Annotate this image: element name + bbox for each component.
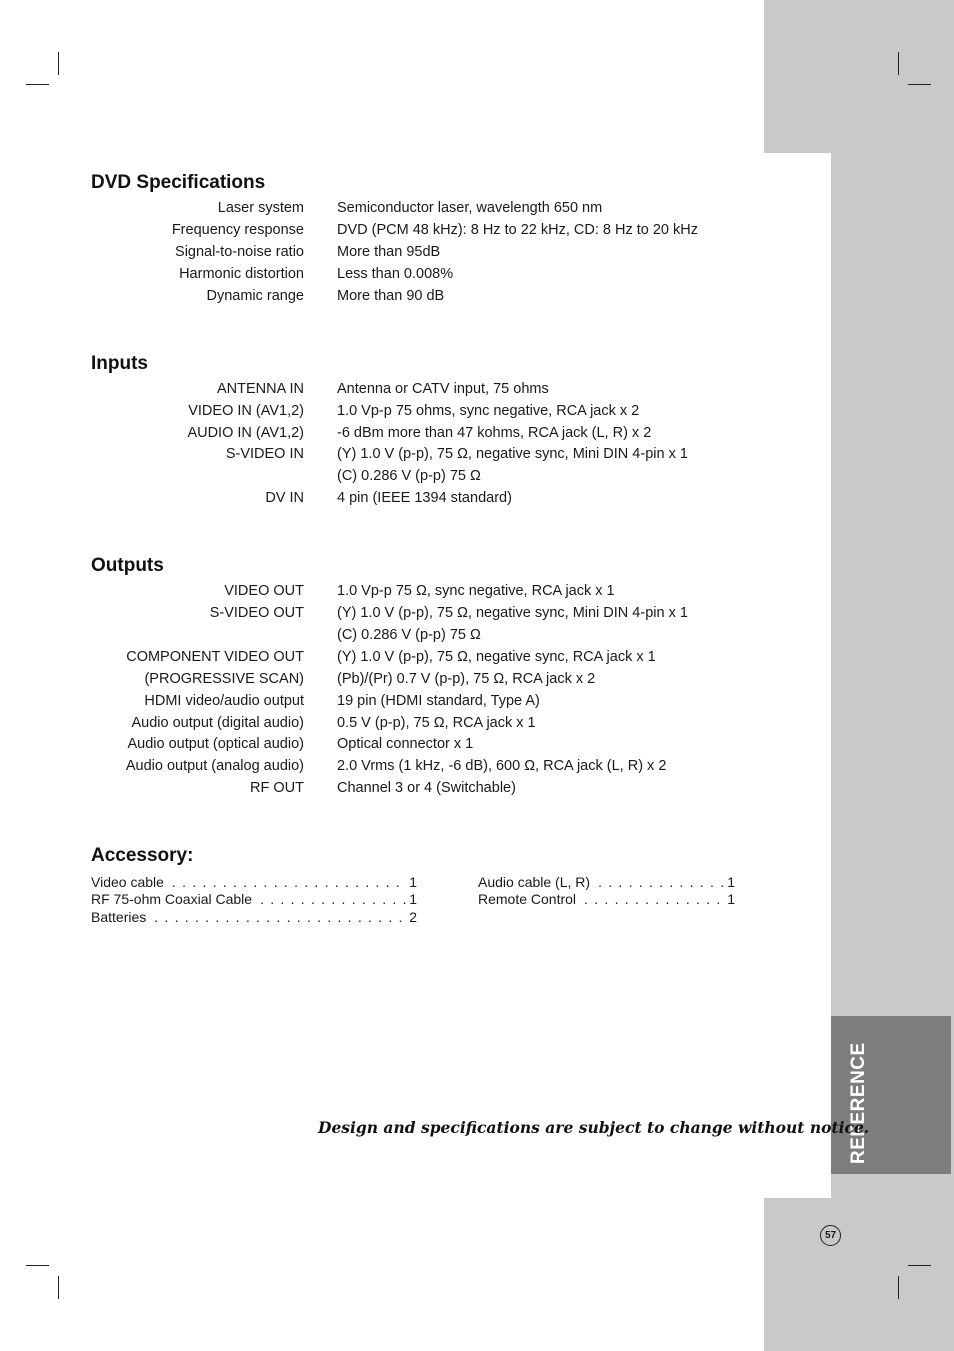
spec-value: Less than 0.008%: [337, 266, 454, 282]
spec-value: 4 pin (IEEE 1394 standard): [337, 490, 512, 506]
crop-mark: [898, 1276, 899, 1299]
spec-label: S-VIDEO OUT: [209, 605, 304, 621]
spec-label: RF OUT: [250, 780, 304, 796]
dot-leader: [260, 891, 407, 907]
spec-row: [0, 468, 760, 488]
spec-label: COMPONENT VIDEO OUT: [126, 649, 304, 665]
crop-mark: [898, 52, 899, 75]
crop-mark: [908, 1265, 931, 1266]
spec-row: [0, 627, 760, 647]
spec-row: [0, 381, 760, 401]
spec-label: AUDIO IN (AV1,2): [187, 425, 304, 441]
spec-value: (Pb)/(Pr) 0.7 V (p-p), 75 Ω, RCA jack x 2: [337, 671, 596, 687]
crop-mark: [26, 1265, 49, 1266]
spec-value: (Y) 1.0 V (p-p), 75 Ω, negative sync, Mini DIN 4-pin x 1: [337, 605, 688, 621]
spec-value: (Y) 1.0 V (p-p), 75 Ω, negative sync, Mini DIN 4-pin x 1: [337, 446, 688, 462]
specification-notice: Design and specifications are subject to change without notice.: [318, 1118, 870, 1137]
accessory-qty: 1: [409, 874, 417, 890]
spec-value: -6 dBm more than 47 kohms, RCA jack (L, R) x 2: [337, 425, 652, 441]
spec-value: DVD (PCM 48 kHz): 8 Hz to 22 kHz, CD: 8 Hz to 20 kHz: [337, 222, 698, 238]
spec-value: 1.0 Vp-p 75 ohms, sync negative, RCA jack x 2: [337, 403, 640, 419]
spec-value: Semiconductor laser, wavelength 650 nm: [337, 200, 603, 216]
accessory-item: [478, 891, 735, 907]
accessory-item: [91, 891, 417, 907]
spec-row: [0, 693, 760, 713]
sidebar-band-top: [764, 0, 954, 153]
spec-value: Antenna or CATV input, 75 ohms: [337, 381, 549, 397]
dvd-specifications-heading: DVD Specifications: [91, 172, 266, 193]
sidebar-band-bottom: [764, 1198, 954, 1351]
accessory-name: Audio cable (L, R): [478, 874, 591, 890]
spec-row: [0, 583, 760, 603]
accessory-qty: 2: [409, 909, 417, 925]
accessory-item: [91, 874, 417, 890]
spec-label: DV IN: [265, 490, 304, 506]
spec-row: [0, 266, 760, 286]
spec-label: Audio output (optical audio): [127, 736, 304, 752]
accessory-heading: Accessory:: [91, 845, 194, 866]
spec-value: (Y) 1.0 V (p-p), 75 Ω, negative sync, RCA jack x 1: [337, 649, 656, 665]
spec-label: Laser system: [217, 200, 304, 216]
spec-row: [0, 244, 760, 264]
dot-leader: [598, 874, 725, 890]
accessory-name: Batteries: [91, 909, 147, 925]
spec-row: [0, 736, 760, 756]
reference-tab-label: REFERENCE: [848, 1042, 869, 1164]
spec-label: ANTENNA IN: [216, 381, 304, 397]
spec-label: VIDEO OUT: [224, 583, 304, 599]
spec-row: [0, 446, 760, 466]
dot-leader: [154, 909, 407, 925]
spec-value: Channel 3 or 4 (Switchable): [337, 780, 516, 796]
spec-row: [0, 649, 760, 669]
spec-value: More than 95dB: [337, 244, 441, 260]
accessory-name: Video cable: [91, 874, 164, 890]
inputs-heading: Inputs: [91, 353, 148, 374]
spec-label: Audio output (digital audio): [131, 715, 304, 731]
crop-mark: [26, 84, 49, 85]
spec-label: Harmonic distortion: [179, 266, 304, 282]
spec-label: S-VIDEO IN: [225, 446, 304, 462]
spec-row: [0, 288, 760, 308]
spec-value: More than 90 dB: [337, 288, 445, 304]
accessory-qty: 1: [727, 874, 735, 890]
spec-row: [0, 780, 760, 800]
accessory-item: [91, 909, 417, 925]
spec-row: [0, 490, 760, 510]
spec-value: 2.0 Vrms (1 kHz, -6 dB), 600 Ω, RCA jack (L, R) x 2: [337, 758, 667, 774]
spec-label: VIDEO IN (AV1,2): [188, 403, 304, 419]
spec-value: 19 pin (HDMI standard, Type A): [337, 693, 540, 709]
spec-label: HDMI video/audio output: [144, 693, 304, 709]
page-number: 57: [820, 1225, 841, 1246]
accessory-item: [478, 874, 735, 890]
accessory-name: RF 75-ohm Coaxial Cable: [91, 891, 253, 907]
spec-label: Audio output (analog audio): [125, 758, 304, 774]
outputs-heading: Outputs: [91, 555, 164, 576]
accessory-qty: 1: [727, 891, 735, 907]
dot-leader: [584, 891, 725, 907]
spec-value: 0.5 V (p-p), 75 Ω, RCA jack x 1: [337, 715, 536, 731]
accessory-name: Remote Control: [478, 891, 577, 907]
accessory-qty: 1: [409, 891, 417, 907]
spec-row: [0, 671, 760, 691]
spec-row: [0, 222, 760, 242]
crop-mark: [58, 1276, 59, 1299]
spec-label: Dynamic range: [206, 288, 304, 304]
spec-value: Optical connector x 1: [337, 736, 474, 752]
spec-row: [0, 403, 760, 423]
crop-mark: [58, 52, 59, 75]
dot-leader: [172, 874, 407, 890]
spec-label: Signal-to-noise ratio: [175, 244, 304, 260]
spec-row: [0, 425, 760, 445]
spec-label: (PROGRESSIVE SCAN): [144, 671, 304, 687]
spec-value: (C) 0.286 V (p-p) 75 Ω: [337, 468, 481, 484]
spec-value: (C) 0.286 V (p-p) 75 Ω: [337, 627, 481, 643]
spec-label: Frequency response: [171, 222, 304, 238]
spec-row: [0, 605, 760, 625]
spec-value: 1.0 Vp-p 75 Ω, sync negative, RCA jack x 1: [337, 583, 615, 599]
spec-row: [0, 715, 760, 735]
spec-row: [0, 200, 760, 220]
spec-row: [0, 758, 760, 778]
crop-mark: [908, 84, 931, 85]
